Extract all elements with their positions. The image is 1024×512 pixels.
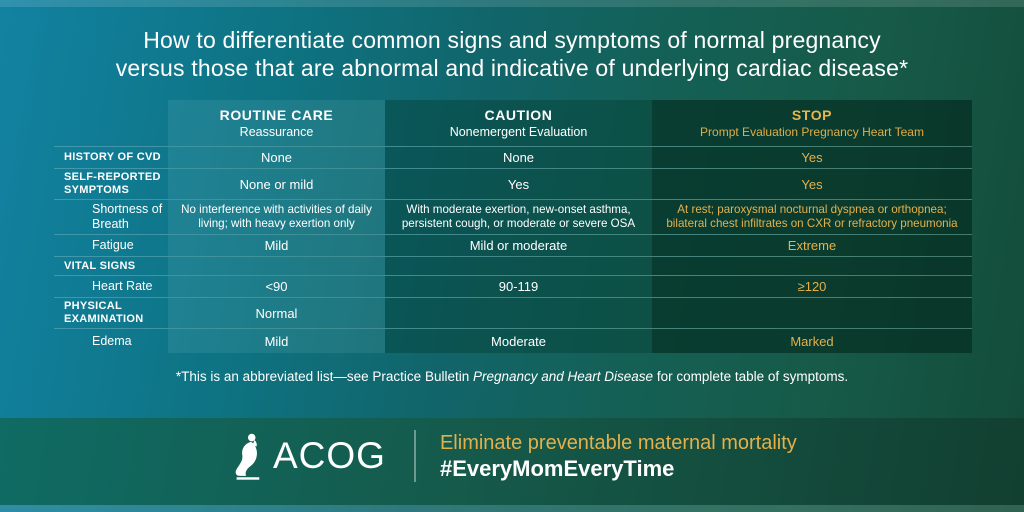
cell-stop: At rest; paroxysmal nocturnal dyspnea or orthopnea; bilateral chest infiltrates on CXR or refractory pneumonia [652, 200, 972, 234]
footer-tagline: Eliminate preventable maternal mortality [439, 431, 797, 454]
cell-routine-care: Mild [168, 235, 385, 256]
footer-hashtag: #EveryMomEveryTime [439, 455, 675, 481]
cell-caution: Moderate [385, 329, 652, 353]
cell-routine-care: None or mild [168, 169, 385, 199]
row-label: PHYSICAL EXAMINATION [64, 300, 144, 325]
symptom-table [54, 100, 972, 353]
cell-stop: Extreme [652, 235, 972, 256]
acog-logo [230, 430, 386, 482]
row-label: Edema [92, 333, 132, 348]
footer-band [0, 418, 1024, 505]
footer-taglines [440, 431, 797, 482]
column-header-routine-care [168, 100, 385, 146]
table-row-fatigue [54, 234, 972, 256]
column-header-stop [652, 100, 972, 146]
cell-routine-care: <90 [168, 276, 385, 297]
column-title: CAUTION [484, 106, 553, 123]
column-subtitle: Reassurance [239, 124, 314, 139]
row-label: Heart Rate [92, 279, 153, 293]
cell-caution: Yes [385, 169, 652, 199]
cell-routine-care: Normal [168, 298, 385, 328]
footnote [0, 369, 1024, 384]
cell-caution [385, 298, 652, 328]
page-title [0, 26, 1024, 82]
table-row-edema [54, 328, 972, 353]
column-subtitle: Nonemergent Evaluation [449, 124, 588, 139]
footer-content [230, 430, 797, 482]
row-label: SELF-REPORTED SYMPTOMS [64, 171, 161, 196]
cell-stop: ≥120 [652, 276, 972, 297]
column-subtitle: Prompt Evaluation Pregnancy Heart Team [700, 124, 924, 139]
table-row-shortness-of-breath [54, 199, 972, 234]
cell-routine-care: No interference with activities of daily living; with heavy exertion only [168, 200, 385, 234]
acog-kneeling-figure-icon [230, 430, 264, 482]
cell-caution: With moderate exertion, new-onset asthma, persistent cough, or moderate or severe OSA [385, 200, 652, 234]
table-row-history-of-cvd [54, 146, 972, 168]
row-label: VITAL SIGNS [64, 259, 136, 272]
column-title: STOP [791, 106, 833, 123]
title-line-2: versus those that are abnormal and indicative of underlying cardiac disease* [115, 55, 909, 81]
cell-routine-care: Mild [168, 329, 385, 353]
footnote-publication-title: Pregnancy and Heart Disease [472, 369, 654, 384]
header-spacer [54, 100, 168, 146]
column-header-caution [385, 100, 652, 146]
table-header-row [54, 100, 972, 146]
cell-caution: 90-119 [385, 276, 652, 297]
cell-caution: None [385, 147, 652, 168]
row-label: Fatigue [92, 238, 134, 252]
cell-caution: Mild or moderate [385, 235, 652, 256]
row-label: Shortness of Breath [92, 202, 163, 231]
cell-stop: Marked [652, 329, 972, 353]
column-title: ROUTINE CARE [219, 106, 334, 123]
title-line-1: How to differentiate common signs and symptoms of normal pregnancy [143, 27, 881, 53]
bottom-edge-strip [0, 505, 1024, 512]
footnote-prefix: *This is an abbreviated list—see Practice Bulletin [175, 369, 473, 384]
footnote-suffix: for complete table of symptoms. [653, 369, 849, 384]
footer-divider [414, 430, 416, 482]
cell-caution [385, 257, 652, 275]
cell-routine-care: None [168, 147, 385, 168]
cell-routine-care [168, 257, 385, 275]
table-row-physical-examination [54, 297, 972, 328]
top-edge-strip [0, 0, 1024, 7]
cell-stop [652, 257, 972, 275]
cell-stop: Yes [652, 169, 972, 199]
cell-stop [652, 298, 972, 328]
table-row-self-reported-symptoms [54, 168, 972, 199]
table-row-heart-rate [54, 275, 972, 297]
cell-stop: Yes [652, 147, 972, 168]
acog-logo-text: ACOG [273, 435, 386, 476]
table-row-vital-signs [54, 256, 972, 275]
row-label: HISTORY OF CVD [64, 151, 161, 163]
